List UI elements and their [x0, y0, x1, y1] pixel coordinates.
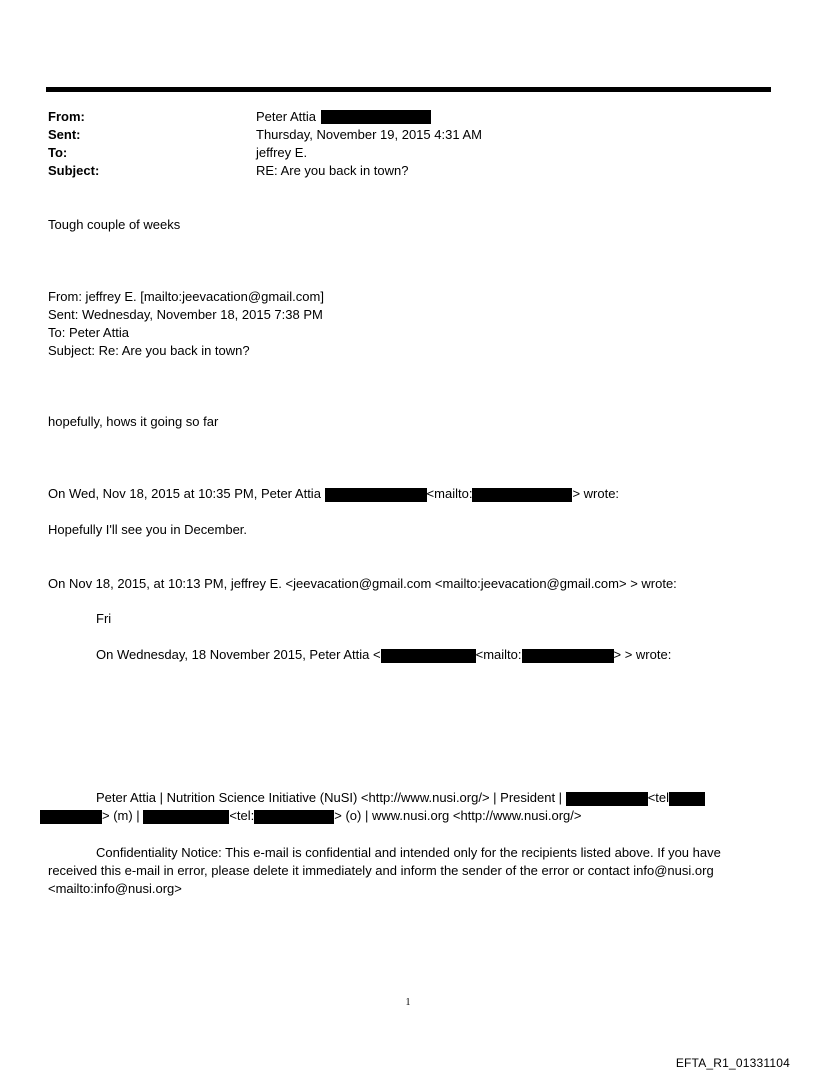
- redaction-bar: [40, 810, 102, 824]
- redaction-bar: [254, 810, 334, 824]
- redaction-bar: [472, 488, 572, 502]
- redaction-bar: [325, 488, 427, 502]
- quoted-subject: Subject: Re: Are you back in town?: [48, 343, 250, 358]
- redaction-bar: [669, 792, 705, 806]
- to-value: jeffrey E.: [256, 145, 308, 160]
- sent-value: Thursday, November 19, 2015 4:31 AM: [256, 127, 482, 142]
- to-label: To:: [48, 145, 68, 160]
- sent-label: Sent:: [48, 127, 81, 142]
- redaction-bar: [522, 649, 614, 663]
- message-3: Hopefully I'll see you in December.: [48, 522, 248, 537]
- sent-row: [48, 126, 482, 144]
- quoted-sent: Sent: Wednesday, November 18, 2015 7:38 PM: [48, 307, 323, 322]
- attribution-2: On Nov 18, 2015, at 10:13 PM, jeffrey E. <jeevacation@gmail.com <mailto:jeevacation@gmail.com> > wrote:: [48, 576, 677, 591]
- to-row: [48, 144, 482, 162]
- redaction-bar: [381, 649, 476, 663]
- header-rule: [46, 87, 771, 92]
- signature-line-1: Peter Attia | Nutrition Science Initiative (NuSI) <http://www.nusi.org/> | President | <tel: [96, 789, 705, 807]
- message-4: Fri: [96, 611, 112, 626]
- attribution-1: On Wed, Nov 18, 2015 at 10:35 PM, Peter Attia <mailto: > wrote:: [48, 486, 620, 501]
- quoted-to: To: Peter Attia: [48, 325, 129, 340]
- from-value: Peter Attia: [256, 109, 316, 124]
- confidentiality-notice: Confidentiality Notice: This e-mail is confidential and intended only for the recipients listed above. If you have received this e-mail in error, please delete it immediately and inform the sender of the error or contact info@nusi.org <mailto:info@nusi.org>: [48, 845, 721, 896]
- from-row: [48, 108, 482, 126]
- redaction-bar: [566, 792, 648, 806]
- subject-value: RE: Are you back in town?: [256, 163, 409, 178]
- from-label: From:: [48, 109, 85, 124]
- message-2: hopefully, hows it going so far: [48, 414, 219, 429]
- subject-label: Subject:: [48, 163, 100, 178]
- page-number: 1: [405, 997, 411, 1008]
- redaction-bar: [143, 810, 229, 824]
- bates-stamp: EFTA_R1_01331104: [675, 1056, 790, 1070]
- email-header: [48, 108, 482, 180]
- quoted-from: From: jeffrey E. [mailto:jeevacation@gmail.com]: [48, 289, 324, 304]
- attribution-3: On Wednesday, 18 November 2015, Peter Attia < <mailto: > > wrote:: [96, 647, 672, 662]
- redaction-bar: [321, 110, 431, 124]
- subject-row: [48, 162, 482, 180]
- reply-body: Tough couple of weeks: [48, 217, 181, 232]
- signature-line-2: > (m) | <tel: > (o) | www.nusi.org <http://www.nusi.org/>: [40, 807, 582, 825]
